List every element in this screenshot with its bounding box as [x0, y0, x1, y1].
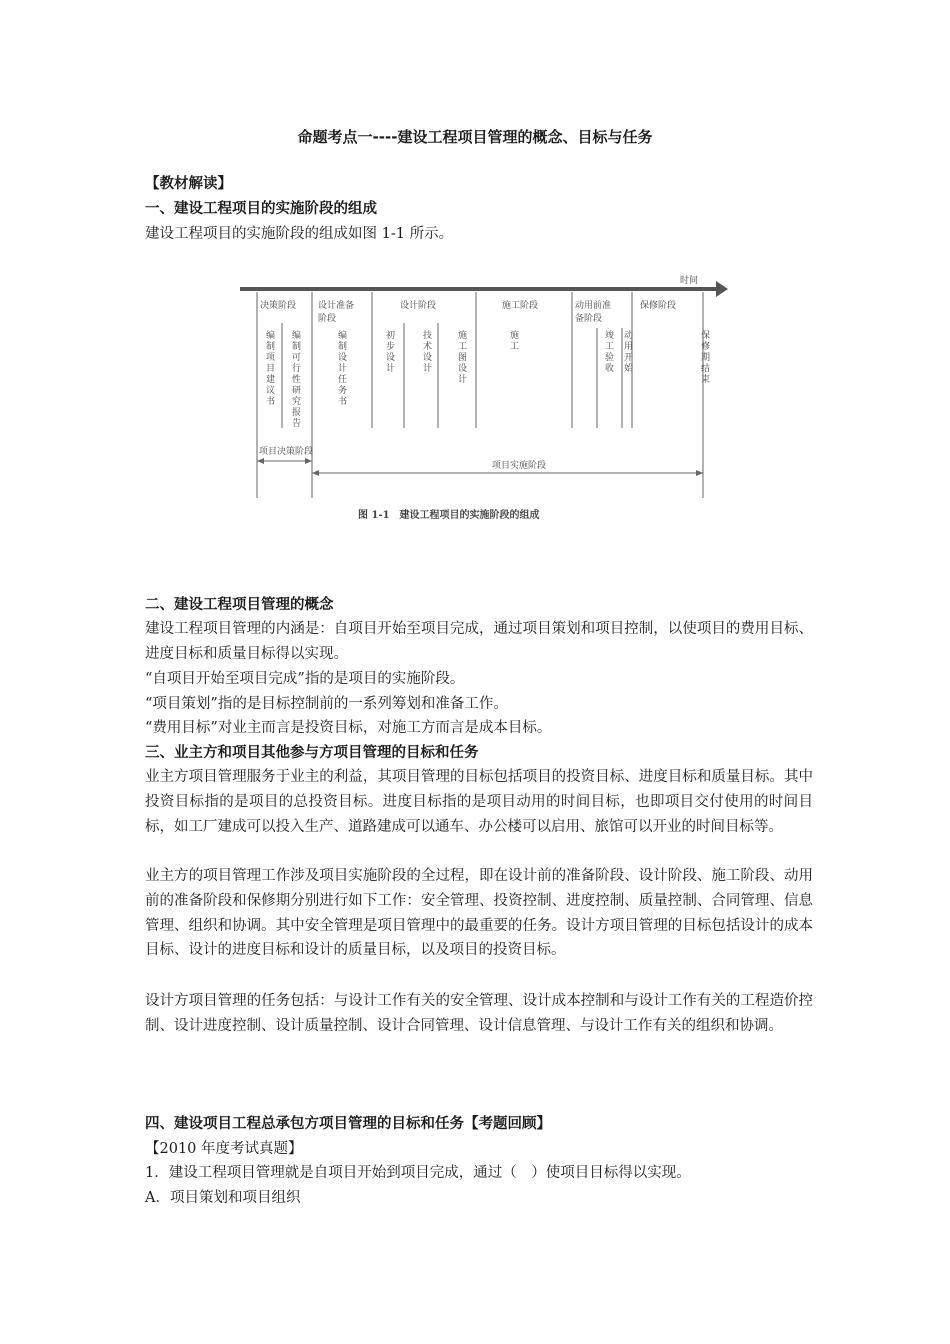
- phase-label-4: 动用前准: [575, 301, 612, 311]
- heading-4: 四、建设项目工程总承包方项目管理的目标和任务【考题回顾】: [145, 1116, 551, 1132]
- heading-3: 三、业主方和项目其他参与方项目管理的目标和任务: [145, 745, 479, 761]
- paragraph-6: 业主方项目管理服务于业主的利益，其项目管理的目标包括项目的投资目标、进度目标和质量目标。其中投资目标指的是项目的总投资目标。进度目标指的是项目动用的时间目标，也即项目交付使用的时间目标，如工厂建成可以投入生产、道路建成可以通车、办公楼可以启用、旅馆可以开业的时间目标等。: [145, 769, 813, 835]
- task-label-6: 施工: [510, 331, 520, 352]
- figure-caption: 图 1-1 建设工程项目的实施阶段的组成: [358, 510, 540, 521]
- task-label-1: 编制可行性研究报告: [292, 331, 302, 429]
- task-label-0: 编制项目建议书: [266, 331, 276, 407]
- phase-label-5: 保修阶段: [640, 301, 677, 311]
- time-label: 时间: [680, 276, 699, 286]
- heading-1: 一、建设工程项目的实施阶段的组成: [145, 201, 377, 217]
- task-label-5: 施工图设计: [458, 331, 468, 385]
- paragraph-8: 设计方项目管理的任务包括：与设计工作有关的安全管理、设计成本控制和与设计工作有关的工程造价控制、设计进度控制、设计质量控制、设计合同管理、设计信息管理、与设计工作有关的组织和协调。: [145, 993, 813, 1034]
- decision-phase-label: 项目决策阶段: [259, 447, 314, 457]
- question-1-option-a: A．项目策划和项目组织: [145, 1190, 301, 1206]
- figure-implementation-phases: [240, 268, 740, 528]
- exam-year-label: 【2010 年度考试真题】: [145, 1141, 303, 1157]
- paragraph-4: “项目策划”指的是目标控制前的一系列筹划和准备工作。: [145, 696, 508, 712]
- paragraph-7: 业主方的项目管理工作涉及项目实施阶段的全过程，即在设计前的准备阶段、设计阶段、施工阶段、动用前的准备阶段和保修期分别进行如下工作：安全管理、投资控制、进度控制、质量控制、合同管理、信息管理、组织和协调。其中安全管理是项目管理中的最重要的任务。设计方项目管理的目标包括设计的成本目标、设计的进度目标和设计的质量目标，以及项目的投资目标。: [145, 868, 813, 959]
- heading-2: 二、建设工程项目管理的概念: [145, 597, 334, 613]
- paragraph-3: “自项目开始至项目完成”指的是项目的实施阶段。: [145, 671, 465, 687]
- phase-label-3: 施工阶段: [502, 301, 539, 311]
- paragraph-5: “费用目标”对业主而言是投资目标，对施工方而言是成本目标。: [145, 720, 552, 736]
- task-label-9: 保修期结束: [701, 331, 711, 385]
- phase-label-1: 阶段: [318, 314, 337, 324]
- implementation-phase-label: 项目实施阶段: [492, 461, 547, 471]
- section-label-textbook: 【教材解读】: [145, 176, 232, 192]
- paragraph-1: 建设工程项目的实施阶段的组成如图 1-1 所示。: [145, 226, 454, 242]
- task-label-4: 技术设计: [423, 331, 433, 374]
- task-label-2: 编制设计任务书: [338, 331, 348, 407]
- task-label-7: 竣工验收: [605, 331, 615, 374]
- phase-diagram: [240, 268, 740, 528]
- question-1: 1．建设工程项目管理就是自项目开始到项目完成，通过（ ）使项目目标得以实现。: [145, 1165, 691, 1181]
- phase-label-0: 决策阶段: [260, 301, 297, 311]
- page-title: 命题考点一----建设工程项目管理的概念、目标与任务: [297, 128, 653, 146]
- task-label-8: 动用开始: [624, 331, 634, 374]
- phase-label-2: 设计阶段: [400, 301, 437, 311]
- task-label-3: 初步设计: [386, 331, 396, 374]
- phase-label-1: 设计准备: [318, 301, 355, 311]
- phase-label-4: 备阶段: [575, 314, 603, 324]
- paragraph-2: 建设工程项目管理的内涵是：自项目开始至项目完成，通过项目策划和项目控制，以使项目的费用目标、进度目标和质量目标得以实现。: [145, 621, 813, 662]
